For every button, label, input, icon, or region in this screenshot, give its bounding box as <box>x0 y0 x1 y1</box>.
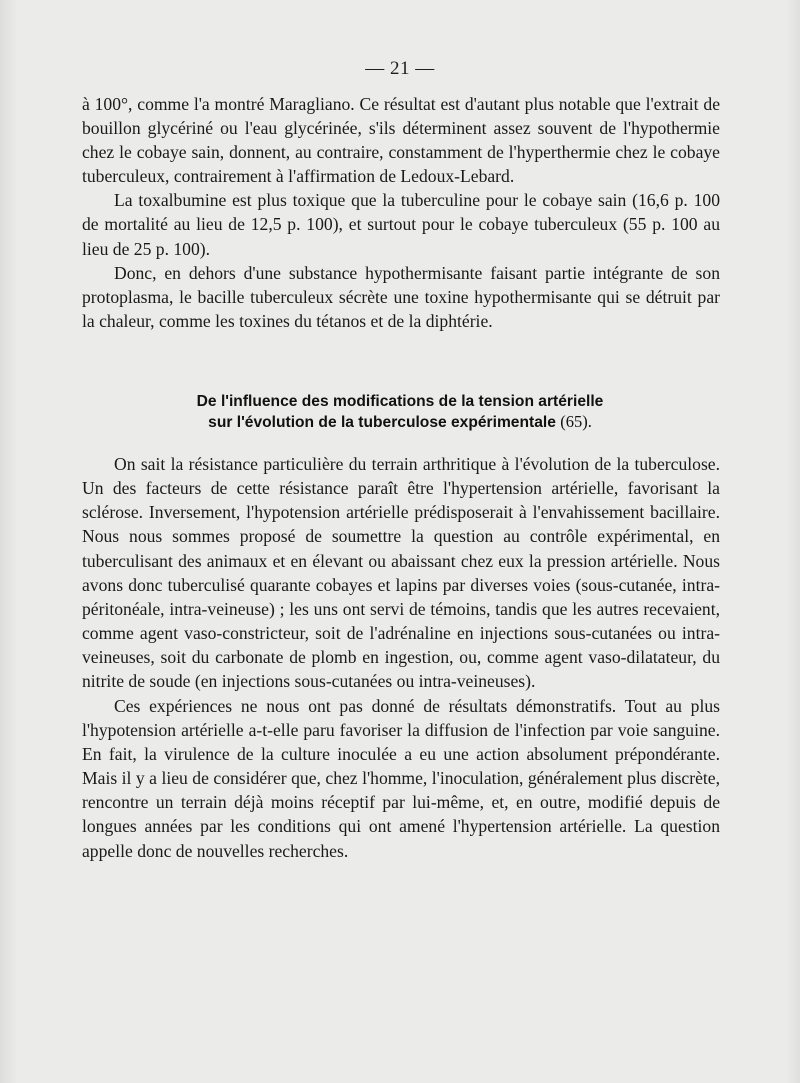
section-heading-line2-text: sur l'évolution de la tuberculose expérimentale <box>208 414 556 431</box>
paragraph: à 100°, comme l'a montré Maragliano. Ce résultat est d'autant plus notable que l'extrait de bouillon glycériné ou l'eau glycérinée, s'ils déterminent assez souvent de l'hypothermie chez le cobaye sain, donnent, au contraire, constamment de l'hyperthermie chez le cobaye tuberculeux, contrairement à l'affirmation de Ledoux-Lebard. <box>82 94 720 187</box>
section-heading <box>100 392 700 433</box>
page-number: — 21 — <box>365 58 435 79</box>
section-heading-line2 <box>100 412 700 433</box>
paragraph: La toxalbumine est plus toxique que la tuberculine pour le cobaye sain (16,6 p. 100 de mortalité au lieu de 12,5 p. 100), et surtout pour le cobaye tuberculeux (55 p. 100 au lieu de 25 p. 100). <box>82 190 720 259</box>
text-block-bottom <box>82 452 720 863</box>
text-block-top <box>82 92 720 333</box>
section-reference: (65). <box>560 412 592 431</box>
paragraph: On sait la résistance particulière du terrain arthritique à l'évolution de la tuberculose. Un des facteurs de cette résistance paraît être l'hypertension artérielle, favorisant la sclérose. Inversement, l'hypotension artérielle prédisposerait à l'envahissement bacillaire. Nous nous sommes proposé de soumettre la question au contrôle expérimental, en tuberculisant des animaux et en élevant ou abaissant chez eux la pression artérielle. Nous avons donc tuberculisé quarante cobayes et lapins par diverses voies (sous-cutanée, intra-péritonéale, intra-veineuse) ; les uns ont servi de témoins, tandis que les autres recevaient, comme agent vaso-constricteur, soit de l'adrénaline en injections sous-cutanées ou intra-veineuses, soit du carbonate de plomb en ingestion, ou, comme agent vaso-dilatateur, du nitrite de soude (en injections sous-cutanées ou intra-veineuses). <box>82 454 720 692</box>
paragraph: Donc, en dehors d'une substance hypothermisante faisant partie intégrante de son protoplasma, le bacille tuberculeux sécrète une toxine hypothermisante qui se détruit par la chaleur, comme les toxines du tétanos et de la diphtérie. <box>82 262 720 331</box>
section-heading-line1: De l'influence des modifications de la tension artérielle <box>196 393 604 410</box>
paragraph: Ces expériences ne nous ont pas donné de résultats démonstratifs. Tout au plus l'hypotension artérielle a-t-elle paru favoriser la diffusion de l'infection par voie sanguine. En fait, la virulence de la culture inoculée a eu une action absolument prépondérante. Mais il y a lieu de considérer que, chez l'homme, l'inoculation, généralement plus discrète, rencontre un terrain déjà moins réceptif par lui-même, et, en outre, modifié depuis de longues années par les conditions qui ont amené l'hypertension artérielle. La question appelle donc de nouvelles recherches. <box>82 695 720 861</box>
